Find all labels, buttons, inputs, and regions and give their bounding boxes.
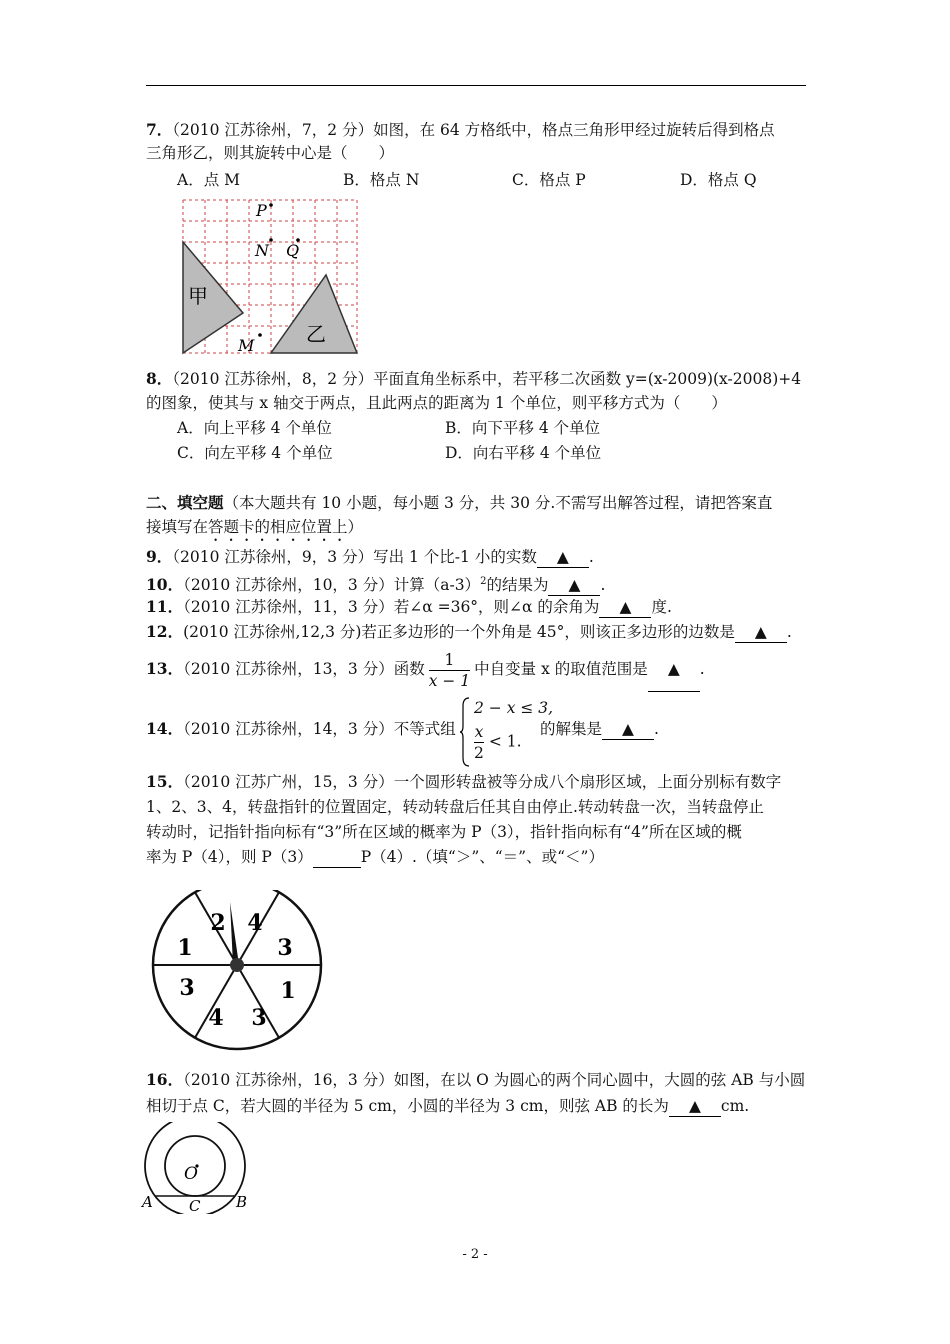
q12-answer-blank[interactable]: ▲ xyxy=(735,622,787,643)
label-o: O xyxy=(184,1164,198,1184)
sector-label: 1 xyxy=(177,935,193,961)
q9-end: . xyxy=(588,548,594,566)
q11 xyxy=(146,597,672,618)
q16-answer-blank[interactable]: ▲ xyxy=(669,1096,721,1117)
q7-option-c: C．格点 P xyxy=(512,171,586,189)
q13-fraction xyxy=(429,650,470,691)
section2-title: 二、填空题 xyxy=(146,493,224,512)
section2-line2-a: 接填写在 xyxy=(146,518,209,536)
brace-icon xyxy=(460,696,470,768)
q16-line2-b: cm. xyxy=(720,1097,750,1115)
sector-label: 3 xyxy=(277,935,293,961)
q14-end: . xyxy=(654,720,659,738)
q14-inequality-1: 2 − x ≤ 3, xyxy=(474,699,554,717)
q11-end: 度. xyxy=(651,598,672,616)
q14-frac-denominator: 2 xyxy=(474,744,484,762)
q8-option-d: D．向右平移 4 个单位 xyxy=(445,444,602,462)
section2-line2-b: ） xyxy=(347,518,364,536)
q10-superscript: 2 xyxy=(480,576,487,587)
q8-text: （2010 江苏徐州，8，2 分）平面直角坐标系中，若平移二次函数 y=(x-2009)(x-2008)+4 xyxy=(172,370,802,388)
label-jia: 甲 xyxy=(188,284,208,308)
q14-number: 14． xyxy=(146,719,184,738)
q7-text: （2010 江苏徐州，7，2 分）如图，在 64 方格纸中，格点三角形甲经过旋转后得到格点 xyxy=(172,121,775,139)
q15-line4-b: P（4）.（填“＞”、“＝”、或“＜”） xyxy=(360,848,604,866)
label-n: N xyxy=(255,241,269,260)
label-a: A xyxy=(142,1193,153,1211)
label-c: C xyxy=(189,1197,201,1214)
q14-inequality-2 xyxy=(474,722,522,763)
section2-line1 xyxy=(146,493,772,513)
q14-text2: 的解集是 xyxy=(540,720,603,738)
q13-text: （2010 江苏徐州，13，3 分）函数 xyxy=(183,660,425,678)
concentric-circles-figure xyxy=(140,1122,260,1214)
q15-line4-a: 率为 P（4），则 P（3） xyxy=(146,848,313,866)
q7-option-b: B．格点 N xyxy=(343,171,420,189)
q12-end: . xyxy=(786,623,792,641)
sector-label: 1 xyxy=(280,978,296,1004)
q13-text2: 中自变量 x 的取值范围是 xyxy=(474,660,648,678)
q16-line2-a: 相切于点 C，若大圆的半径为 5 cm，小圆的半径为 3 cm，则弦 AB 的长为 xyxy=(146,1097,669,1115)
q9-answer-blank[interactable]: ▲ xyxy=(537,547,589,568)
q15-line1 xyxy=(146,772,781,792)
q13-frac-numerator: 1 xyxy=(429,650,470,671)
label-m: M xyxy=(238,336,255,355)
q10-text2: 的结果为 xyxy=(486,576,549,595)
spinner-figure xyxy=(150,890,330,1052)
q15-answer-blank[interactable] xyxy=(313,847,361,868)
q13-answer-blank[interactable]: ▲ xyxy=(648,647,700,692)
q7-option-a: A．点 M xyxy=(177,171,240,189)
q13-end: . xyxy=(699,660,705,678)
q15-line2: 1、2、3、4，转盘指针的位置固定，转动转盘后任其自由停止.转动转盘一次，当转盘停止 xyxy=(146,798,764,816)
q11-text: （2010 江苏徐州，11，3 分）若∠α =36°，则∠α 的余角为 xyxy=(183,598,600,616)
q16-number: 16． xyxy=(146,1070,184,1089)
sector-label: 4 xyxy=(208,1005,224,1031)
grid-figure xyxy=(178,195,363,357)
label-p: P xyxy=(256,201,267,220)
q9-text: （2010 江苏徐州，9，3 分）写出 1 个比-1 小的实数 xyxy=(172,548,537,566)
q7-number: 7． xyxy=(146,120,173,139)
q16-text: （2010 江苏徐州，16，3 分）如图，在以 O 为圆心的两个同心圆中，大圆的弦 AB 与小圆 xyxy=(183,1071,806,1089)
q10-number: 10． xyxy=(146,575,184,595)
q11-answer-blank[interactable]: ▲ xyxy=(599,597,651,618)
label-yi: 乙 xyxy=(306,322,326,346)
label-b: B xyxy=(236,1193,248,1211)
q13-number: 13． xyxy=(146,659,184,678)
q9-number: 9． xyxy=(146,547,173,566)
q12 xyxy=(146,622,792,643)
q16-line1 xyxy=(146,1070,805,1090)
q11-number: 11． xyxy=(146,597,184,616)
q15-text: （2010 江苏广州，15，3 分）一个圆形转盘被等分成八个扇形区域，上面分别标有数字 xyxy=(183,773,782,791)
q14-tail xyxy=(540,719,659,740)
q15-line3: 转动时，记指针指向标有“3”所在区域的概率为 P（3），指针指向标有“4”所在区域的概 xyxy=(146,823,742,841)
emphasis-text: 答题卡的相应位置上 xyxy=(208,518,348,536)
q14-answer-blank[interactable]: ▲ xyxy=(602,719,654,740)
q13-frac-denominator: x − 1 xyxy=(428,671,471,690)
q8-option-c: C．向左平移 4 个单位 xyxy=(177,444,333,462)
q7-option-d: D．格点 Q xyxy=(680,171,757,189)
sector-label: 2 xyxy=(210,910,226,936)
q15-number: 15． xyxy=(146,772,184,791)
q8-option-a: A．向上平移 4 个单位 xyxy=(177,419,332,437)
q14-lead xyxy=(146,719,456,739)
sector-label: 4 xyxy=(247,910,263,936)
q10-end: . xyxy=(600,576,606,595)
q10-answer-blank[interactable]: ▲ xyxy=(548,575,600,596)
q8-line1 xyxy=(146,369,801,389)
q14-ineq2-rest: < 1. xyxy=(488,732,522,751)
q16-line2 xyxy=(146,1096,749,1117)
q8-line2: 的图象，使其与 x 轴交于两点，且此两点的距离为 1 个单位，则平移方式为（ ） xyxy=(146,394,727,412)
q9 xyxy=(146,547,594,568)
q7-line2: 三角形乙，则其旋转中心是（ ） xyxy=(146,144,395,162)
section2-line2 xyxy=(146,517,363,545)
q10 xyxy=(146,572,605,596)
q10-text: （2010 江苏徐州，10，3 分）计算（a-3） xyxy=(183,576,481,595)
q15-line4 xyxy=(146,847,604,868)
q13 xyxy=(146,647,705,692)
q12-number: 12． xyxy=(146,622,184,641)
q8-number: 8． xyxy=(146,369,173,388)
label-q: Q xyxy=(286,241,300,260)
header-rule xyxy=(146,85,806,86)
q14-text: （2010 江苏徐州，14，3 分）不等式组 xyxy=(183,720,456,738)
q14-frac-numerator: x xyxy=(474,723,484,741)
section2-desc: （本大题共有 10 小题，每小题 3 分，共 30 分.不需写出解答过程，请把答案直 xyxy=(223,494,773,512)
spinner-hub xyxy=(230,958,244,972)
sector-label: 3 xyxy=(179,975,195,1001)
page-number: - 2 - xyxy=(462,1247,488,1262)
q7-line1 xyxy=(146,120,775,140)
sector-label: 3 xyxy=(251,1005,267,1031)
q12-text: (2010 江苏徐州,12,3 分)若正多边形的一个外角是 45°，则该正多边形的边数是 xyxy=(183,623,735,641)
q8-option-b: B．向下平移 4 个单位 xyxy=(445,419,601,437)
q14-inequality-system xyxy=(460,696,554,768)
